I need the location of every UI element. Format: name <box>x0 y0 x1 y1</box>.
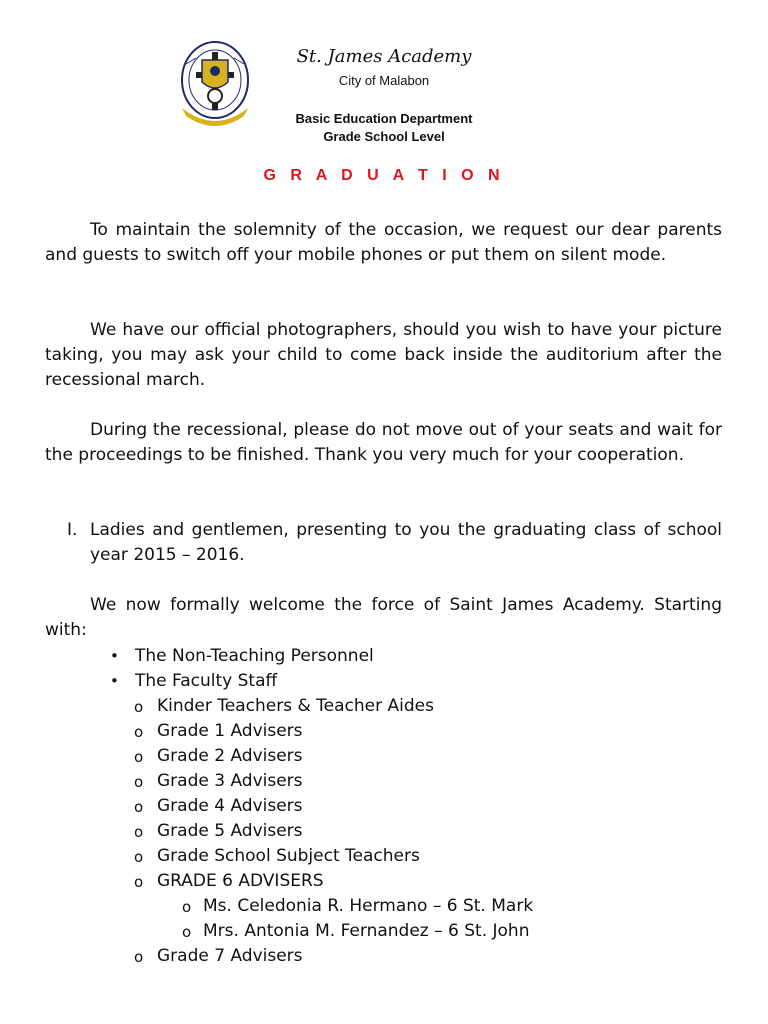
circle-marker: o <box>134 848 144 866</box>
school-city: City of Malabon <box>338 73 430 88</box>
circle-marker: o <box>134 823 144 841</box>
list-item-label: Grade 2 Advisers <box>157 746 303 766</box>
circle-marker: o <box>134 798 144 816</box>
roman-item-text: Ladies and gentlemen, presenting to you the graduating class of school year 2015 – 2016. <box>90 520 722 565</box>
list-item-label: GRADE 6 ADVISERS <box>157 871 324 891</box>
school-name: St. James Academy <box>296 46 472 67</box>
list-item-label: Grade 3 Advisers <box>157 771 303 791</box>
roman-numeral: I. <box>67 520 78 540</box>
school-logo <box>176 38 254 130</box>
paragraph-recessional: During the recessional, please do not move out of your seats and wait for the proceedings to be finished. Thank you very much for your cooperation. <box>45 420 722 465</box>
circle-marker: o <box>134 748 144 766</box>
circle-marker: o <box>134 698 144 716</box>
graduation-title: G R A D U A T I O N <box>263 167 505 184</box>
list-item-label: Grade 5 Advisers <box>157 821 303 841</box>
circle-marker: o <box>134 873 144 891</box>
list-item-label: Grade 7 Advisers <box>157 946 303 966</box>
department-block <box>250 110 518 146</box>
list-item-label: The Faculty Staff <box>135 671 278 691</box>
bullet-marker: • <box>110 672 119 690</box>
list-item-label: Kinder Teachers & Teacher Aides <box>157 696 434 716</box>
circle-marker: o <box>134 948 144 966</box>
paragraph-photographers: We have our official photographers, should you wish to have your picture taking, you may ask your child to come back inside the auditorium after the recessional march. <box>45 320 722 390</box>
list-item-label: Ms. Celedonia R. Hermano – 6 St. Mark <box>203 896 534 916</box>
circle-marker: o <box>182 923 192 941</box>
circle-marker: o <box>134 773 144 791</box>
department-name: Basic Education Department <box>295 111 473 126</box>
circle-marker: o <box>182 898 192 916</box>
circle-marker: o <box>134 723 144 741</box>
school-level: Grade School Level <box>323 129 445 144</box>
list-item-label: The Non-Teaching Personnel <box>135 646 374 666</box>
bullet-marker: • <box>110 647 119 665</box>
paragraph-phones: To maintain the solemnity of the occasion, we request our dear parents and guests to switch off your mobile phones or put them on silent mode. <box>45 220 722 265</box>
list-item-label: Grade 1 Advisers <box>157 721 303 741</box>
list-item-label: Grade School Subject Teachers <box>157 846 420 866</box>
list-item-label: Grade 4 Advisers <box>157 796 303 816</box>
paragraph-welcome: We now formally welcome the force of Saint James Academy. Starting with: <box>45 595 722 640</box>
list-item-label: Mrs. Antonia M. Fernandez – 6 St. John <box>203 921 530 941</box>
